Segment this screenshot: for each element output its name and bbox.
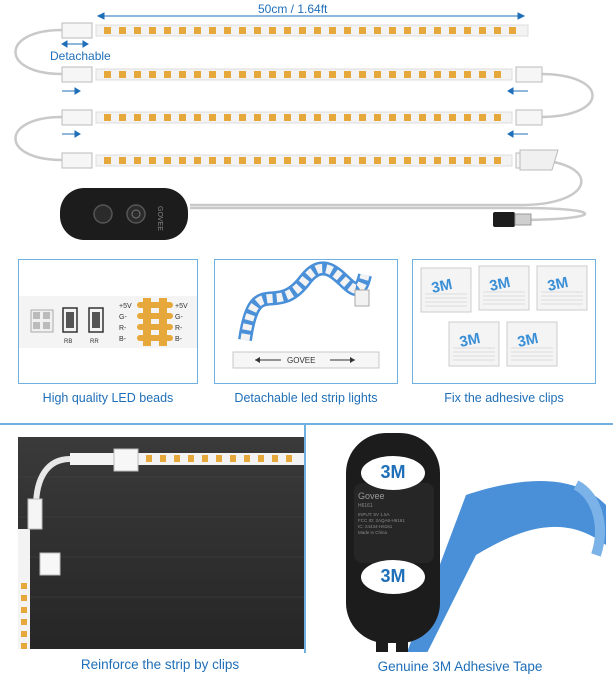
- box-spec-line: FCC ID: 2AQA6-H6161: [358, 518, 405, 523]
- clip-3m-label: 3M: [545, 273, 570, 295]
- box-brand: Govee: [358, 491, 385, 501]
- led-strip: [62, 153, 542, 168]
- caption-reinforce: Reinforce the strip by clips: [80, 657, 240, 672]
- mounting-clip-icon: [114, 449, 138, 471]
- led-strip: [62, 110, 542, 125]
- pin-label: R-: [119, 325, 127, 332]
- connector-icon: [516, 110, 542, 125]
- pin-label: +5V: [175, 303, 188, 310]
- mode-button-icon: [127, 205, 145, 223]
- connector-icon: [62, 23, 92, 38]
- adhesive-clips-illustration: [413, 260, 595, 383]
- strip-length-label: 50cm / 1.64ft: [258, 2, 328, 16]
- connector-icon: [62, 153, 92, 168]
- pad-label: RR: [90, 339, 99, 345]
- led-beads-closeup: [19, 260, 197, 383]
- box-spec-line: INPUT: 5V 1.5A: [358, 512, 390, 517]
- pin-label: B-: [175, 336, 182, 343]
- clip-3m-label: 3M: [457, 329, 482, 351]
- pin-label: G-: [175, 314, 183, 321]
- controller: [60, 188, 188, 240]
- pin-label: +5V: [119, 303, 132, 310]
- adhesive-clip: [421, 268, 471, 312]
- box-spec-line: Made in China: [358, 530, 388, 535]
- pin-label: G-: [119, 314, 127, 321]
- adhesive-clip: [537, 266, 587, 310]
- power-button-icon: [94, 205, 112, 223]
- clip-3m-label: 3M: [429, 275, 454, 297]
- adhesive-clip: [479, 266, 529, 310]
- length-dimension-arrow: [98, 13, 524, 19]
- led-strip-set-illustration: [0, 0, 613, 250]
- caption-led-beads: High quality LED beads: [42, 391, 174, 405]
- caption-adhesive-clips: Fix the adhesive clips: [444, 391, 564, 405]
- detachable-panel: [214, 259, 398, 384]
- detachable-label: Detachable: [50, 49, 111, 63]
- connector-icon: [516, 67, 542, 82]
- caption-adhesive-tape: Genuine 3M Adhesive Tape: [377, 659, 543, 674]
- clip-3m-label: 3M: [515, 329, 540, 351]
- mounting-clip-icon: [40, 553, 60, 575]
- pin-label: B-: [119, 336, 126, 343]
- box-spec-line: IC: 24434-H6161: [358, 524, 393, 529]
- box-specs: [358, 512, 405, 536]
- adhesive-clip: [507, 322, 557, 366]
- tape-pad-bottom-label: 3M: [380, 566, 406, 586]
- adhesive-tape-illustration: [306, 425, 613, 652]
- pin-label: R-: [175, 325, 183, 332]
- pad-label: RB: [64, 339, 73, 345]
- connector-label: GOVEE: [287, 356, 316, 365]
- led-strip: [62, 67, 542, 82]
- adhesive-clips-panel: [412, 259, 596, 384]
- box-model: H6161: [358, 503, 373, 509]
- connector-icon: [62, 110, 92, 125]
- led-beads-panel: [18, 259, 198, 384]
- caption-detachable: Detachable led strip lights: [234, 391, 378, 405]
- reinforce-clip-illustration: [18, 437, 304, 649]
- usb-plug-icon: [493, 212, 531, 227]
- clip-3m-label: 3M: [487, 273, 512, 295]
- adhesive-clip: [449, 322, 499, 366]
- tape-pad-top-label: 3M: [380, 462, 406, 482]
- connector-icon: [62, 67, 92, 82]
- controller-brand: GOVEE: [156, 206, 163, 231]
- led-strip: [62, 23, 528, 38]
